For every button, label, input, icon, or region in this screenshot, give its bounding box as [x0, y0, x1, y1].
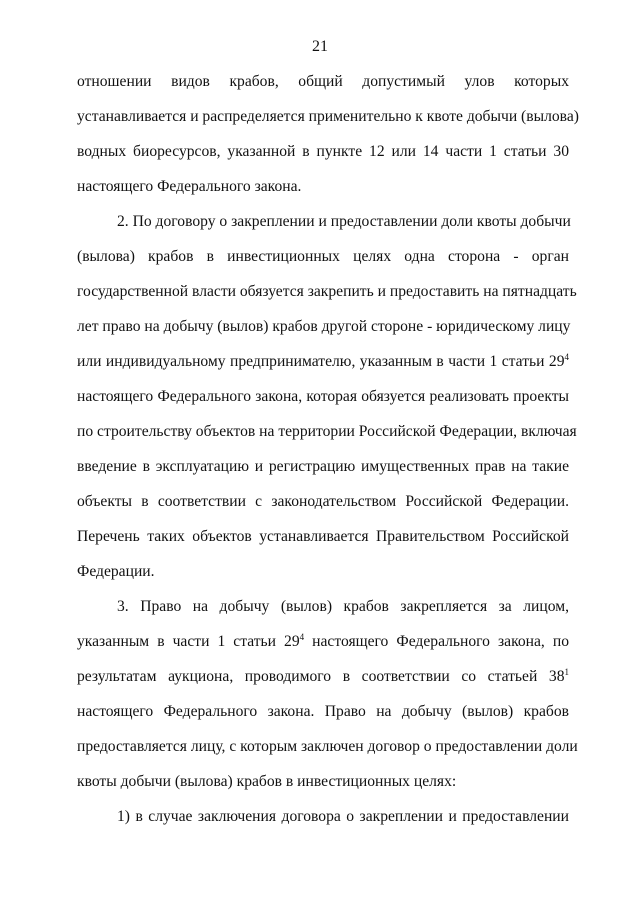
superscript: 1	[564, 667, 569, 677]
text-line: государственной власти обязуется закрепить и предоставить на пятнадцать	[77, 283, 577, 300]
text-line: настоящего Федерального закона. Право на добычу (вылов) крабов	[77, 703, 569, 720]
text-line: (вылова) крабов в инвестиционных целях одна сторона - орган	[77, 248, 569, 265]
paragraph-3-first-line: 3. Право на добычу (вылов) крабов закрепляется за лицом,	[117, 598, 569, 615]
text-line: объекты в соответствии с законодательством Российской Федерации.	[77, 493, 569, 510]
line-text: результатам аукциона, проводимого в соответствии со статьей 38	[77, 668, 565, 685]
line-text-tail: настоящего Федерального закона, по	[304, 633, 569, 650]
text-line: квоты добычи (вылова) крабов в инвестиционных целях:	[77, 773, 457, 790]
text-line: предоставляется лицу, с которым заключен договор о предоставлении доли	[77, 738, 578, 755]
list-item-1-first-line: 1) в случае заключения договора о закреплении и предоставлении	[117, 808, 569, 825]
text-line: по строительству объектов на территории Российской Федерации, включая	[77, 423, 577, 440]
text-line: водных биоресурсов, указанной в пункте 12 или 14 части 1 статьи 30	[77, 143, 569, 160]
text-line-with-superscript	[77, 624, 569, 659]
line-text: или индивидуальному предпринимателю, указанным в части 1 статьи 29	[77, 353, 565, 370]
line-text: указанным в части 1 статьи 29	[77, 633, 300, 650]
document-body	[77, 64, 579, 834]
text-line-with-superscript	[77, 344, 569, 379]
superscript: 4	[564, 352, 569, 362]
text-line-with-superscript	[77, 659, 569, 694]
text-line: лет право на добычу (вылов) крабов другой стороне - юридическому лицу	[77, 318, 571, 335]
superscript: 4	[299, 632, 305, 642]
text-line: введение в эксплуатацию и регистрацию имущественных прав на такие	[77, 458, 569, 475]
page-number: 21	[312, 38, 328, 55]
text-line: отношении видов крабов, общий допустимый улов которых	[77, 73, 569, 90]
paragraph-2-first-line: 2. По договору о закреплении и предоставлении доли квоты добычи	[117, 213, 571, 230]
text-line: настоящего Федерального закона, которая обязуется реализовать проекты	[77, 388, 569, 405]
text-line: настоящего Федерального закона.	[77, 178, 302, 195]
text-line: Перечень таких объектов устанавливается Правительством Российской	[77, 528, 569, 545]
text-line: Федерации.	[77, 563, 155, 580]
text-line: устанавливается и распределяется применительно к квоте добычи (вылова)	[77, 108, 579, 125]
